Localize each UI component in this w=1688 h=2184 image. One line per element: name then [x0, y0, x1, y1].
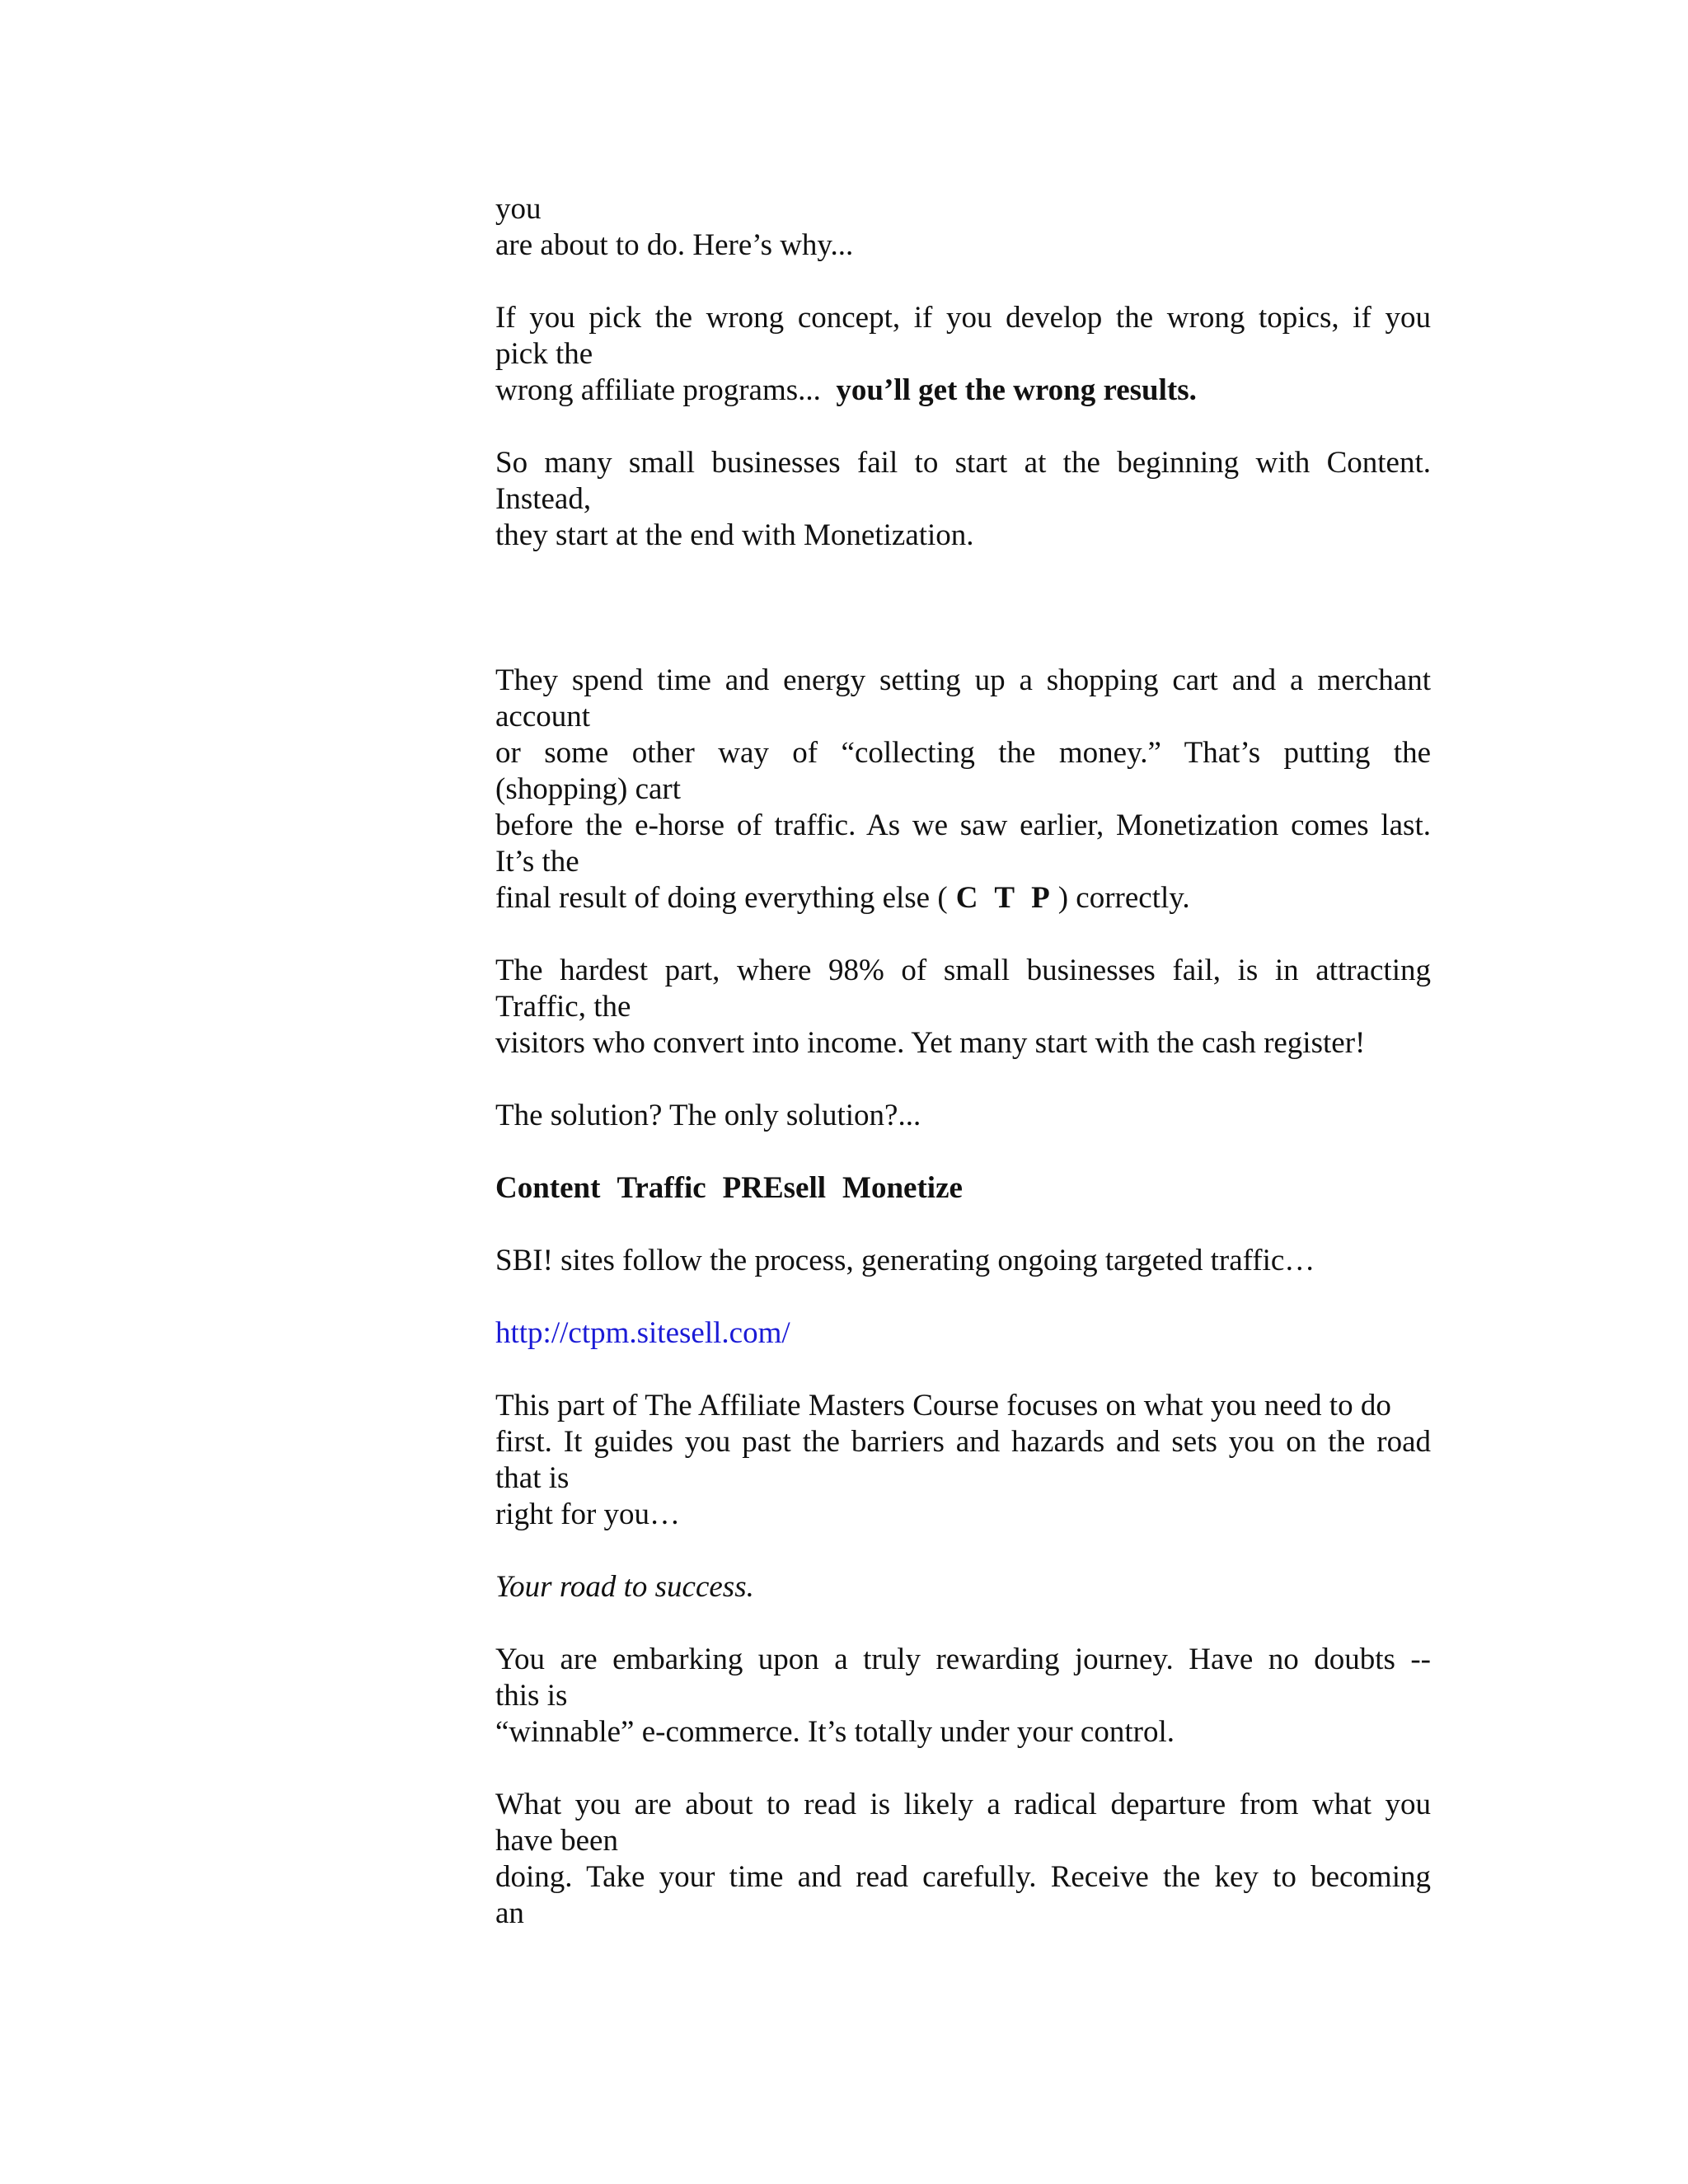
- ctpm-heading: [495, 1170, 1431, 1207]
- heading-word-presell: PREsell: [722, 1171, 827, 1205]
- paragraph-5: [495, 953, 1431, 1062]
- text-line: You are embarking upon a truly rewarding journey. Have no doubts --: [495, 1643, 1431, 1676]
- ctp-letter-t: T: [994, 881, 1015, 915]
- heading-word-content: Content: [495, 1171, 601, 1205]
- text-line: before the e-horse of traffic. As we saw earlier, Monetization comes last.: [495, 808, 1431, 842]
- paragraph-11: [495, 1787, 1431, 1932]
- text-line: The solution? The only solution?...: [495, 1099, 921, 1132]
- text-line: This part of The Affiliate Masters Course focuses on what you need to do: [495, 1389, 1391, 1422]
- text-line: Instead,: [495, 482, 592, 516]
- link-line: [495, 1315, 1431, 1352]
- text-line: pick the: [495, 337, 593, 371]
- ctp-letter-p: P: [1031, 881, 1050, 915]
- text-line: So many small businesses fail to start at the beginning with Content.: [495, 446, 1431, 480]
- text-line: doing. Take your time and read carefully. Receive the key to becoming: [495, 1860, 1431, 1894]
- text-line: this is: [495, 1679, 568, 1713]
- italic-text-line: Your road to success.: [495, 1570, 754, 1604]
- paragraph-7: [495, 1243, 1431, 1279]
- text-line: The hardest part, where 98% of small businesses fail, is in attracting: [495, 954, 1431, 987]
- text-line: (shopping) cart: [495, 772, 682, 806]
- text-line: account: [495, 700, 591, 733]
- heading-word-traffic: Traffic: [617, 1171, 706, 1205]
- text-segment: wrong affiliate programs...: [495, 373, 821, 407]
- text-line: [495, 880, 1431, 916]
- text-segment: ) correctly.: [1057, 881, 1190, 915]
- text-line: If you pick the wrong concept, if you develop the wrong topics, if you: [495, 301, 1431, 335]
- paragraph-9: [495, 1569, 1431, 1605]
- paragraph-6: [495, 1098, 1431, 1134]
- ctp-letter-c: C: [955, 881, 978, 915]
- paragraph-8: [495, 1388, 1431, 1533]
- text-line: Traffic, the: [495, 990, 631, 1024]
- text-segment: final result of doing everything else (: [495, 881, 948, 915]
- text-line: right for you…: [495, 1497, 681, 1531]
- paragraph-4: [495, 663, 1431, 916]
- paragraph-10: [495, 1642, 1431, 1750]
- ctpm-link[interactable]: http://ctpm.sitesell.com/: [495, 1316, 790, 1350]
- text-line: visitors who convert into income. Yet many start with the cash register!: [495, 1026, 1366, 1060]
- heading-word-monetize: Monetize: [842, 1171, 963, 1205]
- text-line: you: [495, 192, 542, 226]
- text-line: They spend time and energy setting up a shopping cart and a merchant: [495, 663, 1431, 697]
- text-line: that is: [495, 1461, 570, 1495]
- paragraph-2: [495, 300, 1431, 409]
- text-line: they start at the end with Monetization.: [495, 518, 974, 552]
- paragraph-1: [495, 191, 1431, 264]
- text-line: “winnable” e-commerce. It’s totally under your control.: [495, 1715, 1175, 1749]
- text-line: have been: [495, 1824, 618, 1858]
- text-line: [495, 373, 1431, 409]
- text-line: What you are about to read is likely a radical departure from what you: [495, 1788, 1431, 1821]
- paragraph-3: [495, 445, 1431, 554]
- text-line: are about to do. Here’s why...: [495, 228, 854, 262]
- emphasis-text: you’ll get the wrong results.: [836, 373, 1197, 407]
- text-line: It’s the: [495, 845, 579, 879]
- text-column: [495, 191, 1431, 1932]
- text-line: or some other way of “collecting the money.” That’s putting the: [495, 736, 1431, 770]
- text-line: an: [495, 1896, 524, 1930]
- text-line: first. It guides you past the barriers and hazards and sets you on the road: [495, 1425, 1431, 1459]
- text-line: SBI! sites follow the process, generating ongoing targeted traffic…: [495, 1244, 1315, 1277]
